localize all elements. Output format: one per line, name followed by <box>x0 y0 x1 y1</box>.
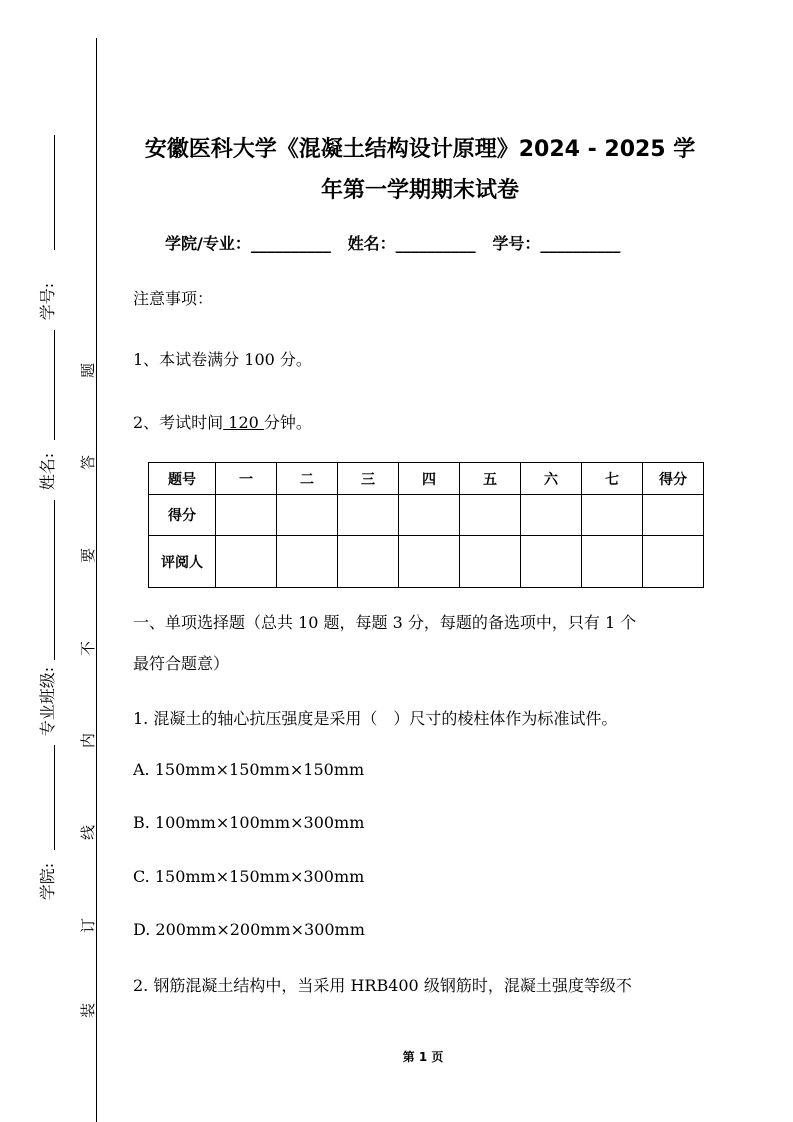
cell <box>399 536 460 588</box>
cell <box>643 536 704 588</box>
cell <box>277 495 338 536</box>
note-2 <box>133 410 312 433</box>
seal-char: 答 <box>79 454 98 471</box>
exam-title-line2: 年第一学期期末试卷 <box>320 178 519 203</box>
question-1-option-c: C. 150mm×150mm×300mm <box>133 867 365 886</box>
question-2-stem: 2. 钢筋混凝土结构中，当采用 HRB400 级钢筋时，混凝土强度等级不 <box>133 976 632 995</box>
notes-heading: 注意事项： <box>133 289 214 308</box>
table-header: 七 <box>582 463 643 495</box>
row-label: 评阅人 <box>149 536 216 588</box>
cell <box>338 536 399 588</box>
page-number: 第 1 页 <box>402 1050 444 1064</box>
table-header: 三 <box>338 463 399 495</box>
margin-class-label: 专业班级: <box>38 666 58 737</box>
margin-blank-line <box>54 500 55 660</box>
seal-char: 线 <box>79 824 98 841</box>
question-1-option-a: A. 150mm×150mm×150mm <box>133 760 365 779</box>
question-1-option-b: B. 100mm×100mm×300mm <box>133 813 365 832</box>
table-row <box>149 495 704 536</box>
seal-char: 装 <box>79 1002 98 1019</box>
name-blank[interactable]: __________ <box>395 234 476 253</box>
exam-duration: 120 <box>223 413 264 432</box>
exam-title-line1: 安徽医科大学《混凝土结构设计原理》2024 - 2025 学 <box>144 137 696 162</box>
table-header: 四 <box>399 463 460 495</box>
table-header: 题号 <box>149 463 216 495</box>
cell <box>460 495 521 536</box>
note-2-post: 分钟。 <box>263 413 312 432</box>
seal-char: 题 <box>79 362 98 379</box>
table-header: 得分 <box>643 463 704 495</box>
seal-char: 不 <box>79 640 98 657</box>
table-header-row <box>149 463 704 495</box>
cell <box>643 495 704 536</box>
score-table <box>148 462 704 588</box>
margin-blank-line <box>54 330 55 440</box>
cell <box>582 536 643 588</box>
row-label: 得分 <box>149 495 216 536</box>
name-label: 姓名： <box>347 234 396 253</box>
section-1-heading-cont: 最符合题意） <box>133 654 230 673</box>
section-1-heading: 一、单项选择题（总共 10 题，每题 3 分，每题的备选项中，只有 1 个 <box>133 613 637 632</box>
cell <box>521 495 582 536</box>
cell <box>216 495 277 536</box>
margin-blank-line <box>54 745 55 850</box>
student-info-line <box>165 231 620 254</box>
seal-char: 订 <box>79 917 98 934</box>
college-label: 学院/专业： <box>165 234 251 253</box>
note-2-pre: 2、考试时间 <box>133 413 224 432</box>
question-1-option-d: D. 200mm×200mm×300mm <box>133 920 365 939</box>
table-header: 二 <box>277 463 338 495</box>
college-blank[interactable]: __________ <box>250 234 331 253</box>
table-row <box>149 536 704 588</box>
margin-college-label: 学院: <box>38 862 58 901</box>
id-label: 学号： <box>492 234 541 253</box>
note-1: 1、本试卷满分 100 分。 <box>133 350 312 369</box>
margin-student-id-label: 学号: <box>38 282 58 321</box>
cell <box>460 536 521 588</box>
table-header: 一 <box>216 463 277 495</box>
question-1-stem: 1. 混凝土的轴心抗压强度是采用（ ）尺寸的棱柱体作为标准试件。 <box>133 709 618 728</box>
cell <box>582 495 643 536</box>
cell <box>216 536 277 588</box>
cell <box>277 536 338 588</box>
cell <box>338 495 399 536</box>
margin-name-label: 姓名: <box>38 452 58 491</box>
table-header: 五 <box>460 463 521 495</box>
id-blank[interactable]: __________ <box>540 234 621 253</box>
cell <box>521 536 582 588</box>
seal-char: 要 <box>79 547 98 564</box>
cell <box>399 495 460 536</box>
table-header: 六 <box>521 463 582 495</box>
seal-char: 内 <box>79 732 98 749</box>
